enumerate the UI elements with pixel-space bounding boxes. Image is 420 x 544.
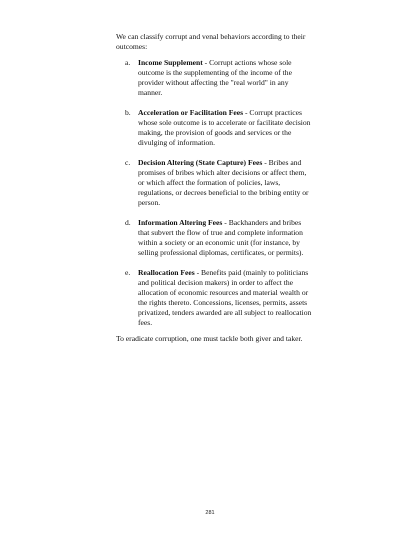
list-item-decision-altering-fees [116,158,312,208]
list-item-information-altering-fees [116,218,312,258]
list-item-term: Acceleration or Facilitation Fees [138,108,244,117]
list-marker: a. [125,58,131,67]
outcome-classification-list [116,58,312,338]
list-marker: d. [125,218,131,227]
list-item-description: - Bribes and promises of bribes which alter decisions or affect them, or which affect the formation of policies, laws, regulations, or decrees beneficial to the bribing entity or person. [138,158,309,207]
list-marker: e. [125,268,131,277]
list-marker: c. [125,158,131,167]
list-item-acceleration-fees [116,108,312,148]
list-item-reallocation-fees [116,268,312,328]
list-item-term: Income Supplement [138,58,203,67]
intro-paragraph: We can classify corrupt and venal behaviors according to their outcomes: [116,32,306,51]
list-item-term: Information Altering Fees [138,218,223,227]
list-item-description: - Corrupt actions whose sole outcome is the supplementing of the income of the provider without affecting the "real world" in any manner. [138,58,292,97]
list-item-term: Reallocation Fees [138,268,195,277]
list-marker: b. [125,108,131,117]
list-item-description: - Benefits paid (mainly to politicians and political decision makers) in order to affect the allocation of economic resources and material wealth or the rights thereto. Concessions, licenses, permits, assets privatized, tenders awarded are all subject to reallocation fees. [138,268,312,327]
page-number: 281 [205,510,215,516]
list-item-description: - Backhanders and bribes that subvert the flow of true and complete information within a society or an economic unit (for instance, by selling professional diplomas, certificates, or permits). [138,218,304,257]
list-item-income-supplement [116,58,312,98]
closing-paragraph: To eradicate corruption, one must tackle both giver and taker. [116,334,303,343]
list-item-term: Decision Altering (State Capture) Fees [138,158,263,167]
list-item-description: - Corrupt practices whose sole outcome is to accelerate or facilitate decision making, the provision of goods and services or the divulging of information. [138,108,311,147]
